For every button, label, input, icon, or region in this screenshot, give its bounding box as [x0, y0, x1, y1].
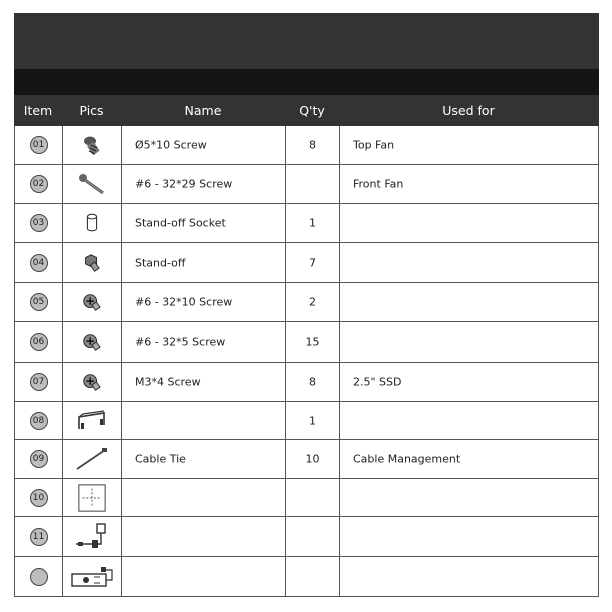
- title-banner: [14, 13, 599, 69]
- item-number-badge: 10: [30, 489, 48, 507]
- pic-cell: [63, 204, 122, 242]
- screw-head-icon: [81, 291, 103, 313]
- table-row: [15, 440, 599, 479]
- header-pics: Pics: [79, 103, 104, 118]
- name-cell: [122, 204, 286, 242]
- item-number-badge: 01: [30, 136, 48, 154]
- item-cell: [15, 479, 63, 516]
- parts-list-sheet: [14, 13, 599, 597]
- item-number-badge: 07: [30, 373, 48, 391]
- table-row: [15, 283, 599, 322]
- item-number-badge: 04: [30, 254, 48, 272]
- used-for-cell: [340, 165, 599, 203]
- name-cell: [122, 402, 286, 439]
- part-name: #6 - 32*29 Screw: [135, 177, 233, 191]
- crosshair-card-icon: [77, 483, 107, 513]
- pic-cell: [63, 165, 122, 203]
- screw-icon: [80, 133, 104, 157]
- used-for-cell: [340, 557, 599, 596]
- table-row: [15, 126, 599, 165]
- used-for-cell: [340, 204, 599, 242]
- header-item: Item: [23, 103, 53, 118]
- item-number-badge: 09: [30, 450, 48, 468]
- qty-cell: [286, 479, 340, 516]
- part-quantity: 8: [309, 375, 316, 389]
- item-cell: [15, 363, 63, 401]
- name-cell: [122, 440, 286, 478]
- item-cell: [15, 126, 63, 164]
- item-cell: [15, 402, 63, 439]
- item-number-badge: 08: [30, 412, 48, 430]
- table-row: [15, 517, 599, 557]
- part-usage: 2.5" SSD: [353, 375, 402, 389]
- pic-cell: [63, 440, 122, 478]
- item-number-badge: [30, 568, 48, 586]
- pic-cell: [63, 517, 122, 556]
- table-row: [15, 165, 599, 204]
- qty-cell: [286, 363, 340, 401]
- part-quantity: 10: [305, 452, 320, 466]
- screw-head-icon: [81, 371, 103, 393]
- part-quantity: 1: [309, 414, 316, 427]
- item-number-badge: 02: [30, 175, 48, 193]
- part-quantity: 1: [309, 216, 316, 230]
- qty-cell: [286, 322, 340, 362]
- item-cell: [15, 440, 63, 478]
- used-for-cell: [340, 517, 599, 556]
- name-cell: [122, 363, 286, 401]
- used-for-cell: [340, 479, 599, 516]
- name-cell: [122, 126, 286, 164]
- qty-cell: [286, 283, 340, 321]
- used-for-cell: [340, 440, 599, 478]
- pic-cell: [63, 402, 122, 439]
- header-qty: Q'ty: [299, 103, 325, 118]
- table-header: [14, 95, 599, 126]
- pic-cell: [63, 363, 122, 401]
- part-name: #6 - 32*10 Screw: [135, 295, 233, 309]
- used-for-cell: [340, 126, 599, 164]
- item-cell: [15, 243, 63, 282]
- subtitle-band: [14, 69, 599, 95]
- part-name: M3*4 Screw: [135, 375, 201, 389]
- pic-cell: [63, 322, 122, 362]
- header-name: Name: [184, 103, 222, 118]
- name-cell: [122, 557, 286, 596]
- part-quantity: 7: [309, 256, 316, 269]
- item-cell: [15, 517, 63, 556]
- item-number-badge: 11: [30, 528, 48, 546]
- cable-tie-icon: [74, 447, 110, 471]
- part-quantity: 15: [305, 335, 320, 349]
- cable-icon: [72, 522, 112, 552]
- used-for-cell: [340, 402, 599, 439]
- header-used-for: Used for: [442, 103, 495, 118]
- table-row: [15, 204, 599, 243]
- bracket-icon: [76, 408, 108, 434]
- used-for-cell: [340, 322, 599, 362]
- table-row: [15, 479, 599, 517]
- name-cell: [122, 283, 286, 321]
- pic-cell: [63, 557, 122, 596]
- used-for-cell: [340, 283, 599, 321]
- part-quantity: 8: [309, 138, 316, 152]
- part-name: Stand-off: [135, 256, 186, 269]
- long-screw-icon: [77, 172, 107, 196]
- table-row: [15, 243, 599, 283]
- pic-cell: [63, 126, 122, 164]
- pic-cell: [63, 283, 122, 321]
- item-number-badge: 06: [30, 333, 48, 351]
- item-number-badge: 05: [30, 293, 48, 311]
- table-row: [15, 402, 599, 440]
- part-name: Stand-off Socket: [135, 216, 226, 230]
- item-number-badge: 03: [30, 214, 48, 232]
- table-row: [15, 557, 599, 597]
- qty-cell: [286, 204, 340, 242]
- name-cell: [122, 479, 286, 516]
- qty-cell: [286, 243, 340, 282]
- name-cell: [122, 322, 286, 362]
- part-name: Cable Tie: [135, 452, 186, 466]
- socket-icon: [81, 212, 103, 234]
- part-name: #6 - 32*5 Screw: [135, 335, 226, 349]
- part-usage: Cable Management: [353, 452, 461, 466]
- part-name: Ø5*10 Screw: [135, 138, 207, 152]
- table-row: [15, 322, 599, 363]
- table-row: [15, 363, 599, 402]
- used-for-cell: [340, 363, 599, 401]
- qty-cell: [286, 440, 340, 478]
- used-for-cell: [340, 243, 599, 282]
- name-cell: [122, 517, 286, 556]
- part-usage: Front Fan: [353, 177, 404, 191]
- item-cell: [15, 204, 63, 242]
- standoff-icon: [81, 252, 103, 274]
- qty-cell: [286, 126, 340, 164]
- name-cell: [122, 165, 286, 203]
- qty-cell: [286, 402, 340, 439]
- fan-hub-icon: [68, 562, 116, 592]
- part-quantity: 2: [309, 295, 316, 309]
- qty-cell: [286, 557, 340, 596]
- item-cell: [15, 165, 63, 203]
- screw-head-icon: [81, 331, 103, 353]
- part-usage: Top Fan: [353, 138, 395, 152]
- item-cell: [15, 283, 63, 321]
- pic-cell: [63, 243, 122, 282]
- qty-cell: [286, 517, 340, 556]
- parts-table: [14, 126, 600, 597]
- item-cell: [15, 322, 63, 362]
- pic-cell: [63, 479, 122, 516]
- qty-cell: [286, 165, 340, 203]
- name-cell: [122, 243, 286, 282]
- item-cell: [15, 557, 63, 596]
